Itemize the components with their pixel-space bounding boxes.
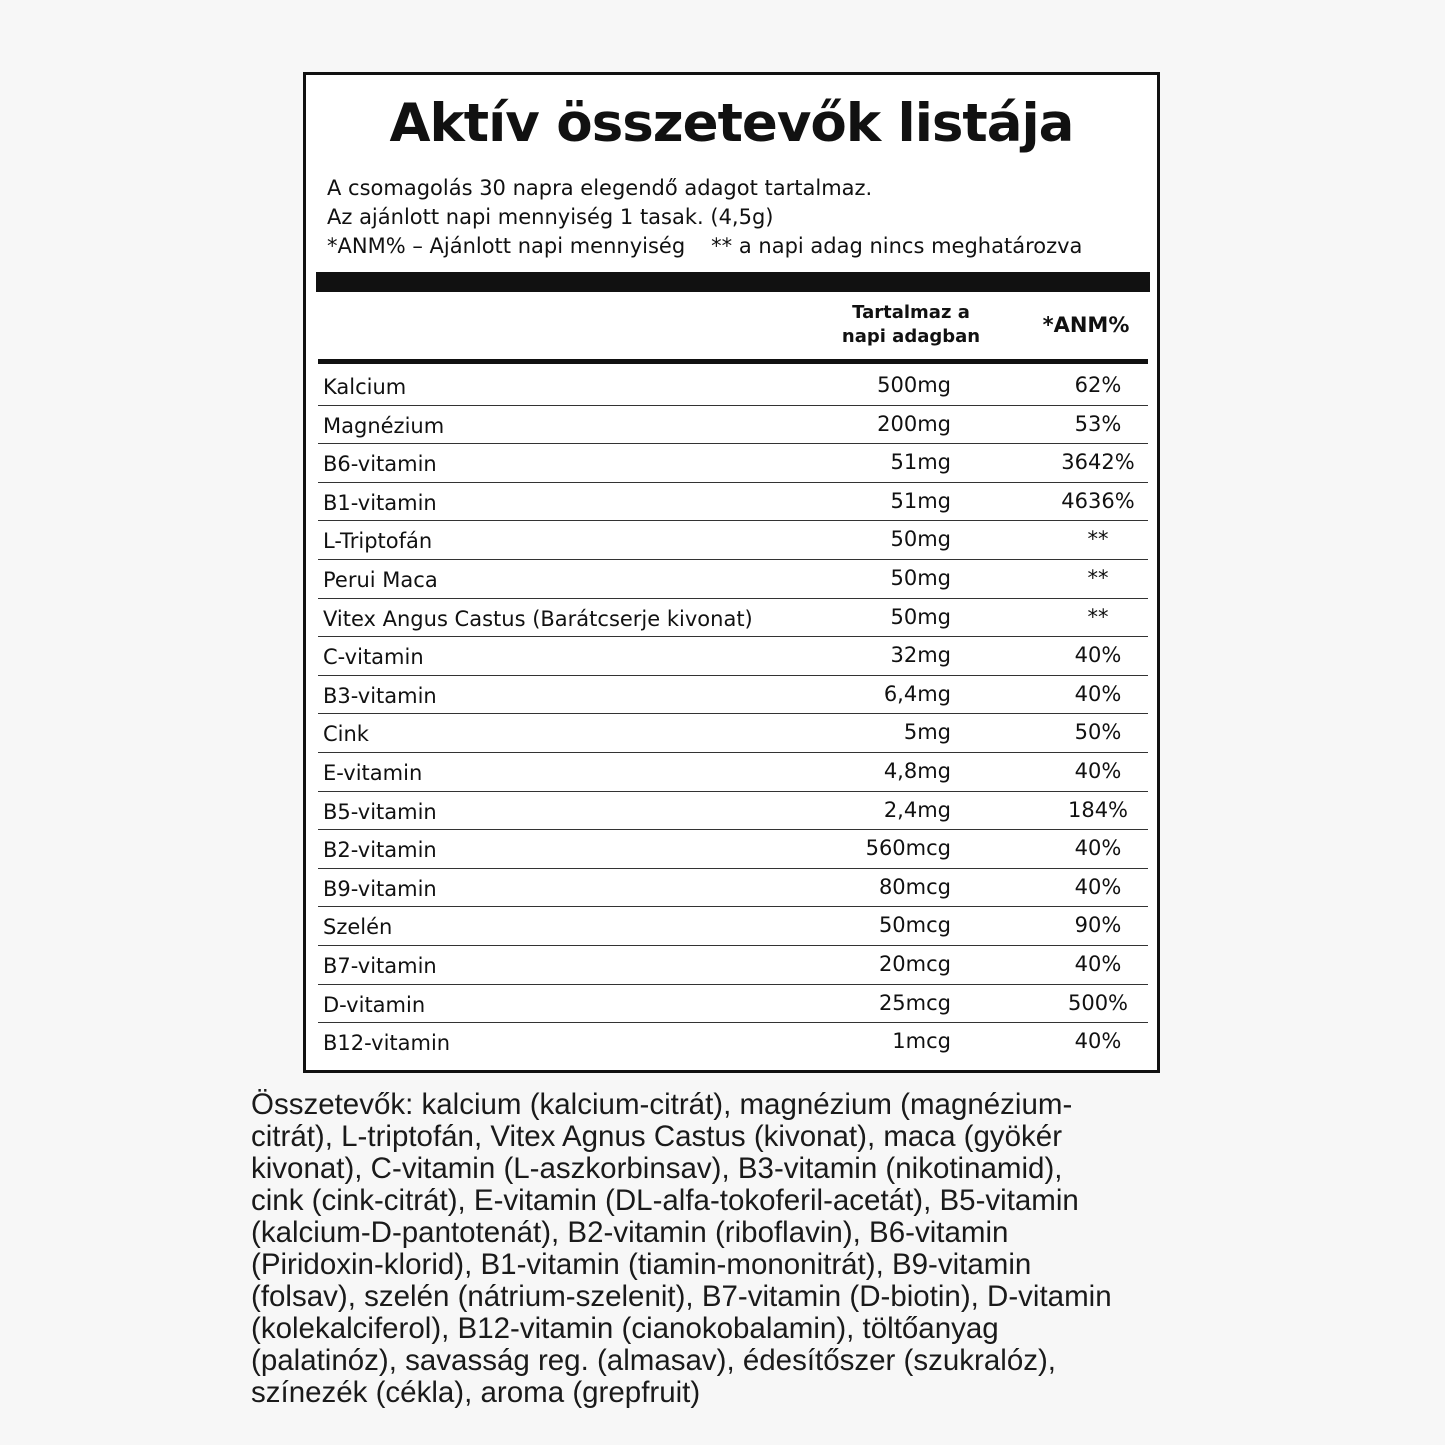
- table-row: [318, 946, 1148, 985]
- row-nutrient-name: B5-vitamin: [323, 799, 437, 824]
- row-amount: 50mg: [890, 527, 951, 552]
- row-nutrient-name: Vitex Angus Castus (Barátcserje kivonat): [323, 606, 753, 631]
- intro-line-2: Az ajánlott napi mennyiség 1 tasak. (4,5g): [327, 205, 774, 229]
- row-nutrient-name: B2-vitamin: [323, 838, 437, 863]
- table-row: [318, 444, 1148, 483]
- table-row: [318, 1023, 1148, 1062]
- row-nutrient-name: Szelén: [323, 915, 393, 940]
- row-nutrient-name: Kalcium: [323, 375, 407, 399]
- table-row: [318, 676, 1148, 715]
- row-amount: 6,4mg: [883, 681, 951, 706]
- ingredients-line: citrát), L-triptofán, Vitex Agnus Castus (kivonat), maca (gyökér: [251, 1120, 1063, 1153]
- row-amount: 51mg: [890, 450, 951, 475]
- intro-line-1: A csomagolás 30 napra elegendő adagot tartalmaz.: [327, 176, 873, 200]
- table-row: [318, 560, 1148, 599]
- row-anm-percent: 40%: [1074, 643, 1122, 668]
- intro-notes: [327, 232, 1082, 261]
- table-row: [318, 714, 1148, 753]
- label-title: Aktív összetevők listája: [389, 93, 1074, 154]
- row-anm-percent: 184%: [1067, 797, 1129, 822]
- row-amount: 1mcg: [892, 1029, 951, 1054]
- row-anm-percent: 40%: [1074, 681, 1122, 706]
- row-amount: 32mg: [890, 643, 951, 668]
- row-amount: 200mg: [877, 411, 951, 436]
- table-row: [318, 483, 1148, 522]
- column-header-amount-line-1: Tartalmaz a: [852, 302, 970, 323]
- ingredients-line: Összetevők: kalcium (kalcium-citrát), magnézium (magnézium-: [251, 1088, 1073, 1121]
- row-amount: 51mg: [890, 488, 951, 513]
- row-amount: 560mcg: [865, 836, 951, 861]
- column-header-amount: [816, 301, 1006, 349]
- row-anm-percent: 40%: [1074, 1029, 1122, 1054]
- row-anm-percent: 53%: [1074, 411, 1122, 436]
- row-nutrient-name: B6-vitamin: [323, 452, 437, 477]
- table-header-rule: [318, 359, 1148, 364]
- ingredients-text: [251, 1089, 1201, 1409]
- row-nutrient-name: B9-vitamin: [323, 876, 437, 901]
- row-anm-percent: 40%: [1074, 758, 1122, 783]
- row-anm-percent: 500%: [1067, 990, 1129, 1015]
- row-amount: 500mg: [877, 373, 951, 397]
- row-nutrient-name: B1-vitamin: [323, 490, 437, 515]
- row-nutrient-name: C-vitamin: [323, 645, 424, 670]
- label-intro: [327, 174, 1082, 261]
- row-amount: 2,4mg: [883, 797, 951, 822]
- note-anm: *ANM% – Ajánlott napi mennyiség: [327, 234, 686, 258]
- row-amount: 20mcg: [878, 951, 951, 976]
- row-anm-percent: 40%: [1074, 874, 1122, 899]
- row-amount: 25mcg: [878, 990, 951, 1015]
- table-row: [318, 753, 1148, 792]
- row-amount: 80mcg: [878, 874, 951, 899]
- table-row: [318, 907, 1148, 946]
- ingredients-line: (kolekalciferol), B12-vitamin (cianokobalamin), töltőanyag: [251, 1312, 999, 1345]
- row-amount: 50mg: [890, 604, 951, 629]
- row-nutrient-name: B12-vitamin: [323, 1031, 451, 1056]
- row-anm-percent: 40%: [1074, 951, 1122, 976]
- row-nutrient-name: Cink: [323, 722, 369, 747]
- table-row: [318, 406, 1148, 445]
- ingredients-line: cink (cink-citrát), E-vitamin (DL-alfa-tokoferil-acetát), B5-vitamin: [251, 1184, 1079, 1217]
- row-nutrient-name: Perui Maca: [323, 567, 438, 592]
- row-anm-percent: **: [1087, 527, 1109, 552]
- row-anm-percent: 62%: [1074, 373, 1122, 397]
- row-anm-percent: **: [1087, 604, 1109, 629]
- table-row: [318, 830, 1148, 869]
- header-divider-bar: [316, 272, 1150, 292]
- row-nutrient-name: E-vitamin: [323, 760, 423, 785]
- ingredient-table: [318, 367, 1148, 1062]
- row-anm-percent: 40%: [1074, 836, 1122, 861]
- row-anm-percent: 3642%: [1061, 450, 1135, 475]
- table-row: [318, 599, 1148, 638]
- table-row: [318, 869, 1148, 908]
- row-nutrient-name: D-vitamin: [323, 992, 426, 1017]
- nutrition-label-box: [303, 72, 1160, 1073]
- ingredients-line: kivonat), C-vitamin (L-aszkorbinsav), B3-vitamin (nikotinamid),: [251, 1152, 1063, 1185]
- ingredients-line: színezék (cékla), aroma (grepfruit): [251, 1376, 701, 1409]
- table-row: [318, 637, 1148, 676]
- row-nutrient-name: Magnézium: [323, 413, 445, 438]
- row-anm-percent: **: [1087, 565, 1109, 590]
- table-row: [318, 521, 1148, 560]
- table-row: [318, 792, 1148, 831]
- table-row: [318, 367, 1148, 406]
- row-amount: 50mcg: [878, 913, 951, 938]
- row-nutrient-name: L-Triptofán: [323, 529, 433, 554]
- row-anm-percent: 50%: [1074, 720, 1122, 745]
- ingredients-line: (Piridoxin-klorid), B1-vitamin (tiamin-mononitrát), B9-vitamin: [251, 1248, 1032, 1281]
- ingredients-line: (folsav), szelén (nátrium-szelenit), B7-vitamin (D-biotin), D-vitamin: [251, 1280, 1112, 1313]
- row-amount: 5mg: [903, 720, 951, 745]
- row-nutrient-name: B3-vitamin: [323, 683, 437, 708]
- row-anm-percent: 90%: [1074, 913, 1122, 938]
- ingredients-line: (palatinóz), savasság reg. (almasav), édesítőszer (szukralóz),: [251, 1344, 1056, 1377]
- table-row: [318, 985, 1148, 1024]
- row-amount: 4,8mg: [883, 758, 951, 783]
- ingredients-line: (kalcium-D-pantotenát), B2-vitamin (riboflavin), B6-vitamin: [251, 1216, 1009, 1249]
- note-undefined: ** a napi adag nincs meghatározva: [711, 234, 1083, 258]
- row-nutrient-name: B7-vitamin: [323, 953, 437, 978]
- row-amount: 50mg: [890, 565, 951, 590]
- row-anm-percent: 4636%: [1061, 488, 1135, 513]
- column-header-amount-line-2: napi adagban: [841, 326, 981, 347]
- column-header-anm: *ANM%: [1042, 313, 1130, 337]
